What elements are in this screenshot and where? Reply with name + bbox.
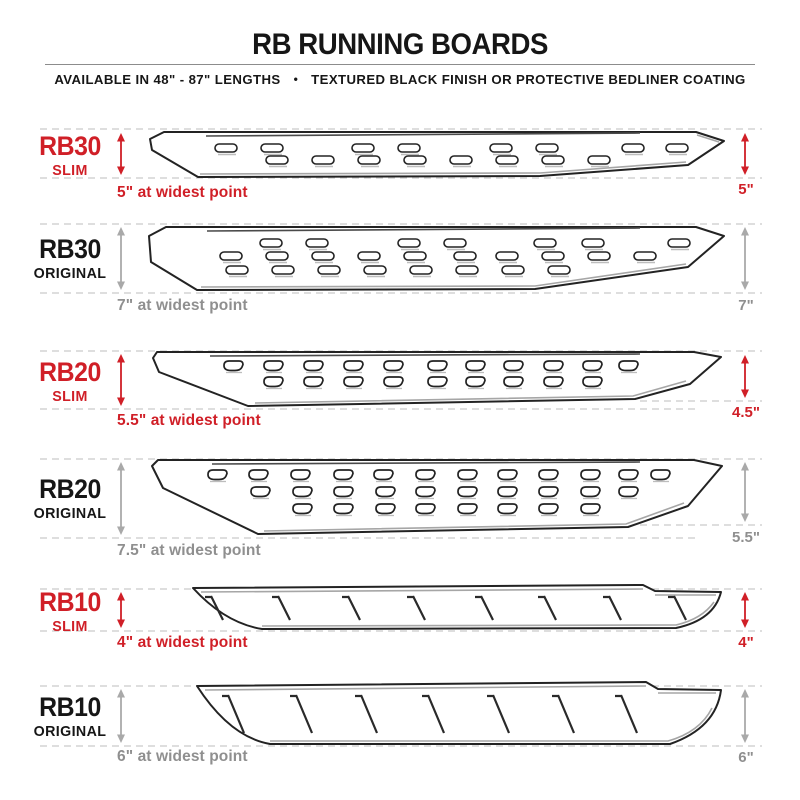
variant-label: ORIGINAL — [33, 504, 107, 522]
subtitle — [0, 72, 800, 87]
model-label-rb10-original — [0, 694, 140, 740]
model-name: RB10 — [39, 692, 101, 722]
variant-label: SLIM — [52, 387, 88, 405]
subtitle-finish: TEXTURED BLACK FINISH OR PROTECTIVE BEDLINER COATING — [311, 72, 746, 87]
variant-label: ORIGINAL — [33, 264, 107, 282]
widest-point-caption: 7.5" at widest point — [117, 542, 261, 559]
model-label-rb20-slim — [0, 359, 140, 405]
right-dimension: 7" — [738, 297, 754, 314]
variant-label: ORIGINAL — [33, 722, 107, 740]
title-divider — [45, 64, 755, 65]
right-dimension: 4.5" — [732, 404, 760, 421]
model-label-rb30-slim — [0, 133, 140, 179]
widest-point-caption: 7" at widest point — [117, 297, 248, 314]
widest-point-caption: 5.5" at widest point — [117, 412, 261, 429]
right-dimension: 5.5" — [732, 529, 760, 546]
model-name: RB20 — [39, 357, 101, 387]
widest-point-caption: 6" at widest point — [117, 748, 248, 765]
model-name: RB20 — [39, 474, 101, 504]
right-dimension: 6" — [738, 749, 754, 766]
model-label-rb30-original — [0, 236, 140, 282]
variant-label: SLIM — [52, 617, 88, 635]
bullet-separator: • — [293, 72, 299, 86]
variant-label: SLIM — [52, 161, 88, 179]
model-label-rb20-original — [0, 476, 140, 522]
right-dimension: 4" — [738, 634, 754, 651]
model-name: RB30 — [39, 234, 101, 264]
right-dimension: 5" — [738, 181, 754, 198]
model-name: RB10 — [39, 587, 101, 617]
model-name: RB30 — [39, 131, 101, 161]
model-label-rb10-slim — [0, 589, 140, 635]
widest-point-caption: 4" at widest point — [117, 634, 248, 651]
page-title: RB RUNNING BOARDS — [252, 28, 548, 61]
widest-point-caption: 5" at widest point — [117, 184, 248, 201]
subtitle-lengths: AVAILABLE IN 48" - 87" LENGTHS — [54, 72, 281, 87]
